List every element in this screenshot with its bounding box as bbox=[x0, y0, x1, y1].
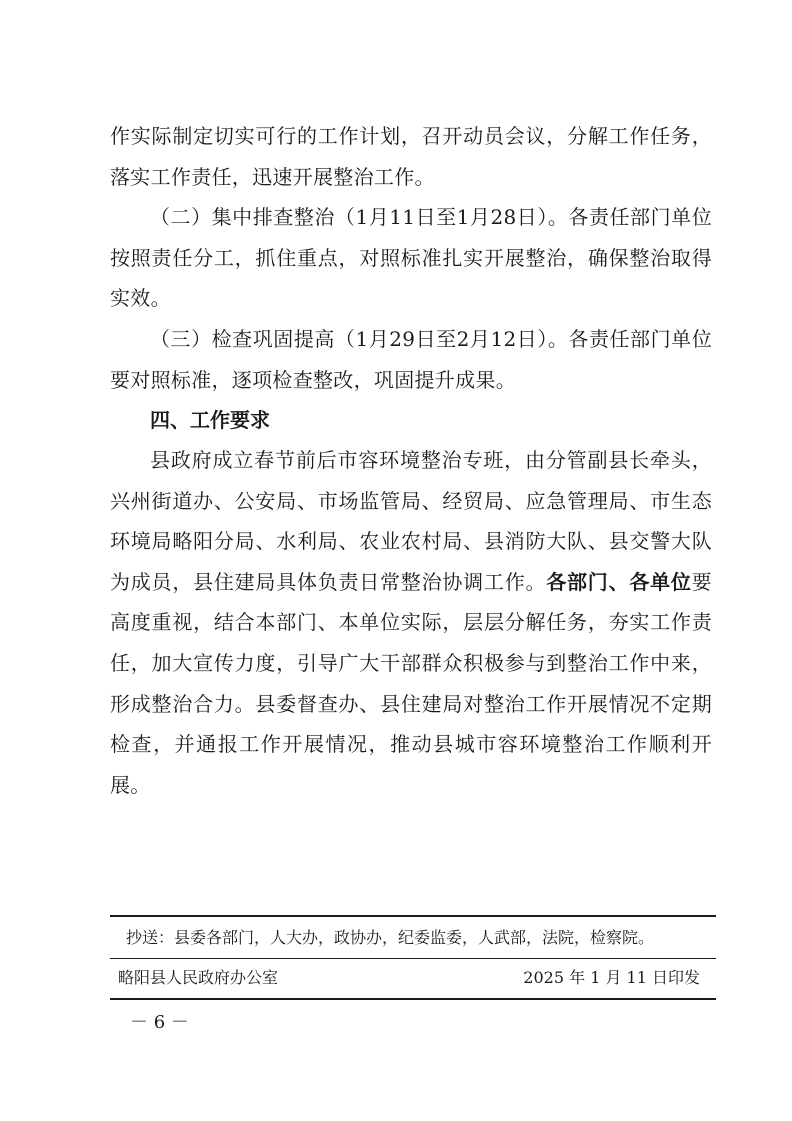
requirements-text-part2: 要高度重视，结合本部门、本单位实际，层层分解任务，夯实工作责任，加大宣传力度，引导广大干部群众积极参与到整治工作中来，形成整治合力。县委督查办、县住建局对整治工作开展情况不定期检查，并通报工作开展情况，推动县城市容环境整治工作顺利开展。 bbox=[110, 569, 712, 797]
footer-bottom-rule bbox=[110, 998, 716, 1000]
paragraph-plan-continuation: 作实际制定切实可行的工作计划，召开动员会议，分解工作任务，落实工作责任，迅速开展整治工作。 bbox=[110, 124, 712, 189]
paragraph-centralized-rectification: （二）集中排查整治（1月11日至1月28日）。各责任部门单位按照责任分工，抓住重点，对照标准扎实开展整治，确保整治取得实效。 bbox=[110, 205, 712, 311]
footer-top-rule bbox=[110, 915, 716, 917]
requirements-text-part1: 县政府成立春节前后市容环境整治专班，由分管副县长牵头，兴州街道办、公安局、市场监管局、经贸局、应急管理局、市生态环境局略阳分局、水利局、农业农村局、县消防大队、县交警大队为成员，县住建局具体负责日常整治协调工作。 bbox=[110, 448, 712, 594]
issue-date: 2025 年 1 月 11 日印发 bbox=[523, 968, 700, 987]
requirements-bold-emphasis: 各部门、各单位 bbox=[546, 569, 692, 594]
footer-middle-rule bbox=[110, 958, 716, 959]
paragraph-work-requirements bbox=[110, 440, 712, 805]
cc-recipients: 县委各部门，人大办，政协办，纪委监委，人武部，法院，检察院。 bbox=[174, 928, 655, 947]
cc-label: 抄送： bbox=[126, 928, 175, 947]
paragraph-inspection-consolidation: （三）检查巩固提高（1月29日至2月12日）。各责任部门单位要对照标准，逐项检查整改，巩固提升成果。 bbox=[110, 327, 712, 392]
section-heading-work-requirements: 四、工作要求 bbox=[150, 408, 270, 432]
page-number: － 6 － bbox=[130, 1012, 189, 1033]
cc-line bbox=[126, 920, 706, 956]
issuing-office: 略阳县人民政府办公室 bbox=[118, 968, 279, 987]
